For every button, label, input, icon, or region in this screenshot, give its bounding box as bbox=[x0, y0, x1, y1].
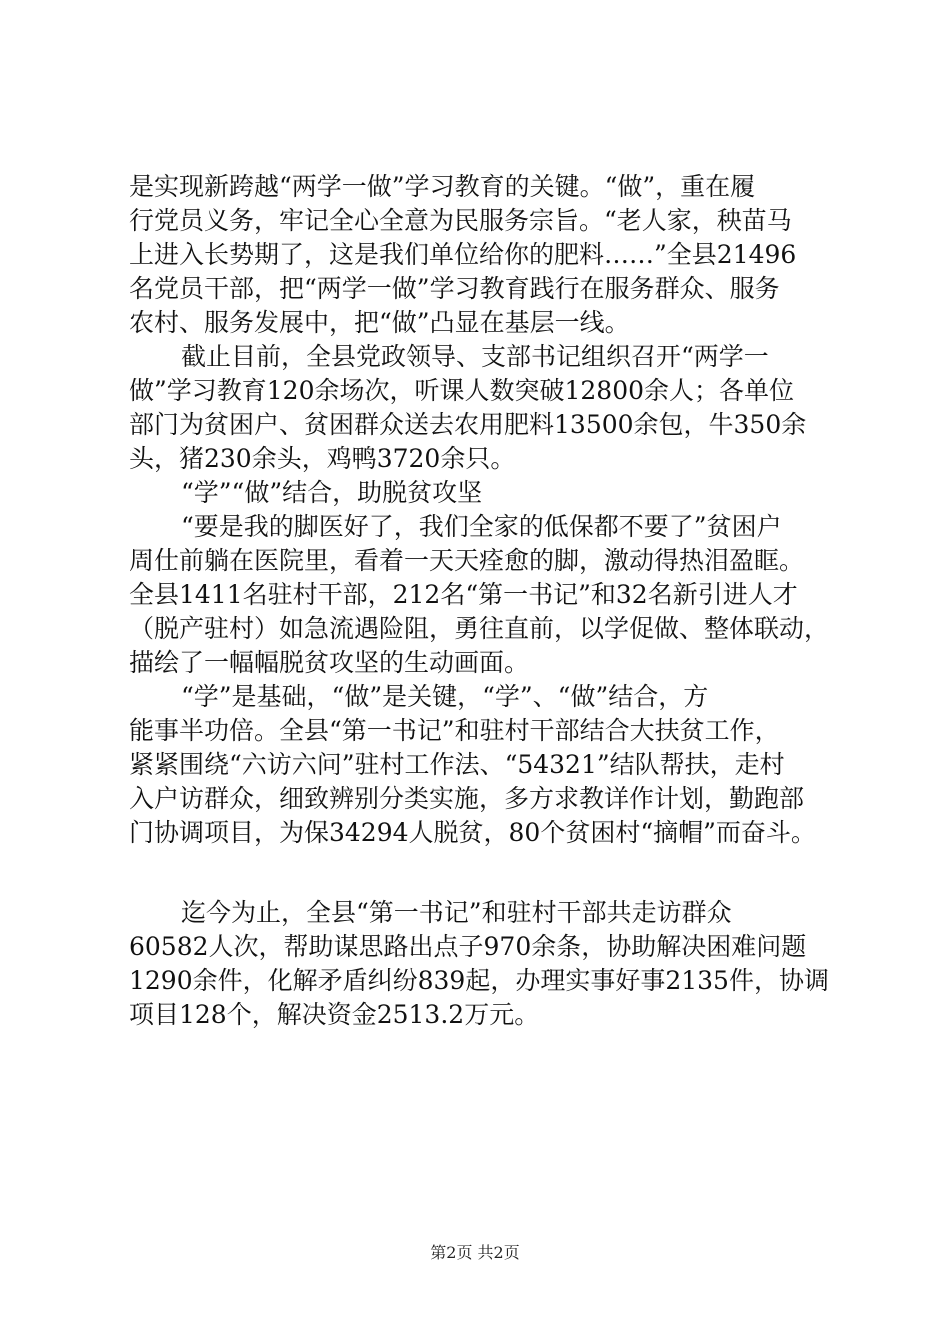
paragraph-line: 入户访群众，细致辨别分类实施，多方求教详作计划，勤跑部 bbox=[129, 784, 805, 813]
paragraph-line: 周仕前躺在医院里，看着一天天痊愈的脚，激动得热泪盈眶。 bbox=[129, 546, 805, 575]
paragraph-line: 紧紧围绕“六访六问”驻村工作法、“54321”结队帮扶，走村 bbox=[129, 750, 785, 779]
paragraph-5 bbox=[129, 896, 829, 1032]
paragraph-spacer bbox=[129, 850, 829, 896]
paragraph-line: 上进入长势期了，这是我们单位给你的肥料……”全县21496 bbox=[129, 240, 797, 269]
paragraph-line: 做”学习教育120余场次，听课人数突破12800余人；各单位 bbox=[129, 376, 795, 405]
paragraph-line: 行党员义务，牢记全心全意为民服务宗旨。“老人家，秧苗马 bbox=[129, 206, 792, 235]
paragraph-line: 是实现新跨越“两学一做”学习教育的关键。“做”，重在履 bbox=[129, 172, 756, 201]
paragraph-line: 截止目前，全县党政领导、支部书记组织召开“两学一 bbox=[181, 342, 769, 371]
section-heading bbox=[129, 476, 829, 510]
paragraph-line: 能事半功倍。全县“第一书记”和驻村干部结合大扶贫工作， bbox=[129, 716, 780, 745]
paragraph-2 bbox=[129, 340, 829, 476]
page-footer bbox=[0, 1243, 950, 1263]
paragraph-line: “学”是基础，“做”是关键，“学”、“做”结合，方 bbox=[181, 682, 709, 711]
paragraph-1 bbox=[129, 170, 829, 340]
page-number-label: 第2页 共2页 bbox=[430, 1243, 520, 1262]
paragraph-line: 1290余件，化解矛盾纠纷839起，办理实事好事2135件，协调 bbox=[129, 966, 829, 995]
paragraph-line: （脱产驻村）如急流遇险阻，勇往直前，以学促做、整体联动， bbox=[129, 614, 830, 643]
paragraph-line: 头，猪230余头，鸡鸭3720余只。 bbox=[129, 444, 516, 473]
paragraph-line: 60582人次，帮助谋思路出点子970余条，协助解决困难问题 bbox=[129, 932, 807, 961]
paragraph-4 bbox=[129, 680, 829, 850]
paragraph-line: 农村、服务发展中，把“做”凸显在基层一线。 bbox=[129, 308, 630, 337]
paragraph-line: “要是我的脚医好了，我们全家的低保都不要了”贫困户 bbox=[181, 512, 782, 541]
paragraph-line: 部门为贫困户、贫困群众送去农用肥料13500余包，牛350余 bbox=[129, 410, 807, 439]
paragraph-line: 项目128个，解决资金2513.2万元。 bbox=[129, 1000, 540, 1029]
section-heading-text: “学”“做”结合，助脱贫攻坚 bbox=[181, 478, 483, 507]
paragraph-line: 名党员干部，把“两学一做”学习教育践行在服务群众、服务 bbox=[129, 274, 780, 303]
paragraph-line: 迄今为止，全县“第一书记”和驻村干部共走访群众 bbox=[181, 898, 732, 927]
paragraph-line: 门协调项目，为保34294人脱贫，80个贫困村“摘帽”而奋斗。 bbox=[129, 818, 816, 847]
paragraph-line: 全县1411名驻村干部，212名“第一书记”和32名新引进人才 bbox=[129, 580, 798, 609]
document-body bbox=[129, 170, 829, 1032]
paragraph-3 bbox=[129, 510, 829, 680]
paragraph-line: 描绘了一幅幅脱贫攻坚的生动画面。 bbox=[129, 648, 530, 677]
